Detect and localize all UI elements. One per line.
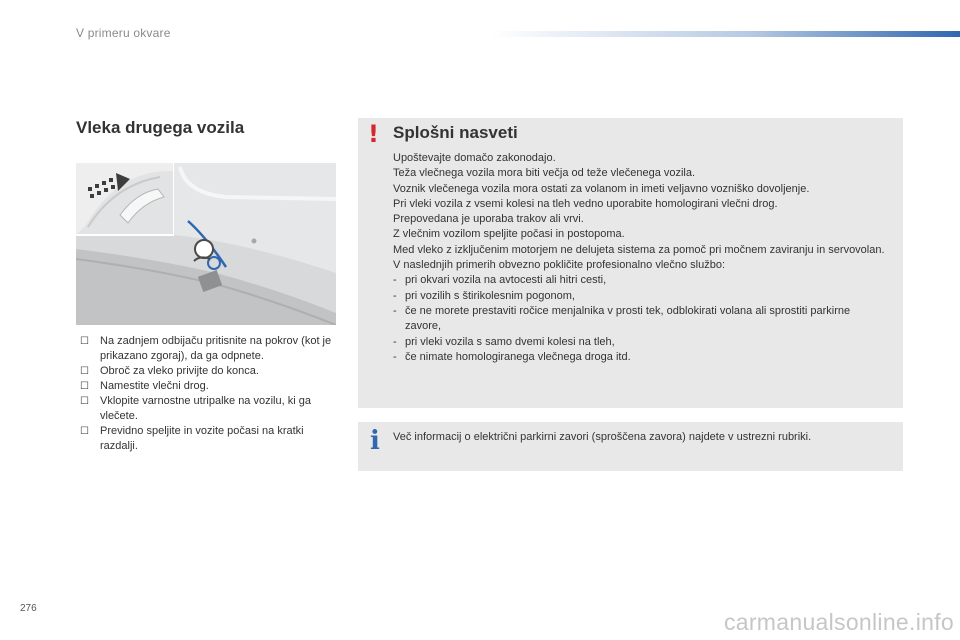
list-item [76,379,344,394]
case-text: pri vleki vozila s samo dvemi kolesi na tleh, [405,335,615,348]
list-item [76,424,344,454]
dash-mark: - [393,350,397,363]
dash-mark: - [393,274,397,287]
step-text: Vklopite varnostne utripalke na vozilu, ki ga vlečete. [100,395,311,422]
towing-ring-illustration [76,163,336,325]
warning-line: Prepovedana je uporaba trakov ali vrvi. [393,213,584,226]
warning-box [358,118,903,408]
case-item [393,289,889,304]
warning-line: Pri vleki vozila z vsemi kolesi na tleh vedno uporabite homologirani vlečni drog. [393,197,778,210]
check-box-icon: ☐ [80,426,89,437]
warning-line: V naslednjih primerih obvezno pokličite profesionalno vlečno službo: [393,259,726,272]
case-item [393,304,889,335]
check-box-icon: ☐ [80,381,89,392]
dash-mark: - [393,289,397,302]
info-icon: i [370,426,380,456]
info-text: Več informacij o električni parkirni zavori (sproščena zavora) najdete v ustrezni rubriki. [393,431,812,443]
step-text: Obroč za vleko privijte do konca. [100,365,259,377]
warning-line: Z vlečnim vozilom speljite počasi in postopoma. [393,228,625,241]
check-box-icon: ☐ [80,366,89,377]
page-title: Vleka drugega vozila [76,118,245,137]
warning-line: Med vleko z izključenim motorjem ne delujeta sistema za pomoč pri močnem zaviranju in servovolan. [393,243,885,256]
step-text: Previdno speljite in vozite počasi na kratki razdalji. [100,425,304,452]
case-text: pri vozilih s štirikolesnim pogonom, [405,289,575,302]
list-item [76,364,344,379]
warning-line: Voznik vlečenega vozila mora ostati za volanom in imeti veljavno vozniško dovoljenje. [393,182,810,195]
info-box [358,422,903,471]
case-item [393,273,889,288]
check-box-icon: ☐ [80,336,89,347]
case-text: pri okvari vozila na avtocesti ali hitri cesti, [405,274,607,287]
header-accent-bar [490,31,960,37]
case-item [393,350,889,365]
watermark: carmanualsonline.info [723,609,954,635]
towing-ring-drawing [76,163,336,325]
case-text: če ne morete prestaviti ročice menjalnika v prosti tek, odblokirati volana ali sprostiti parkirne zavore, [405,304,851,333]
steps-list [76,334,344,454]
case-text: če nimate homologiranega vlečnega droga itd. [405,350,631,363]
step-text: Namestite vlečni drog. [100,380,209,392]
exclamation-icon: ! [368,120,379,148]
list-item [76,394,344,424]
list-item [76,334,344,364]
towing-ring-icon [195,240,213,258]
warning-title: Splošni nasveti [393,123,518,142]
warning-text [393,151,889,365]
dash-mark: - [393,304,397,317]
dash-mark: - [393,335,397,348]
step-text: Na zadnjem odbijaču pritisnite na pokrov (kot je prikazano zgoraj), da ga odpnete. [100,335,332,362]
warning-line: Teža vlečnega vozila mora biti večja od teže vlečenega vozila. [393,167,696,180]
check-box-icon: ☐ [80,396,89,407]
page-number: 276 [20,603,37,614]
section-header: V primeru okvare [76,26,171,40]
case-item [393,335,889,350]
warning-line: Upoštevajte domačo zakonodajo. [393,152,556,164]
